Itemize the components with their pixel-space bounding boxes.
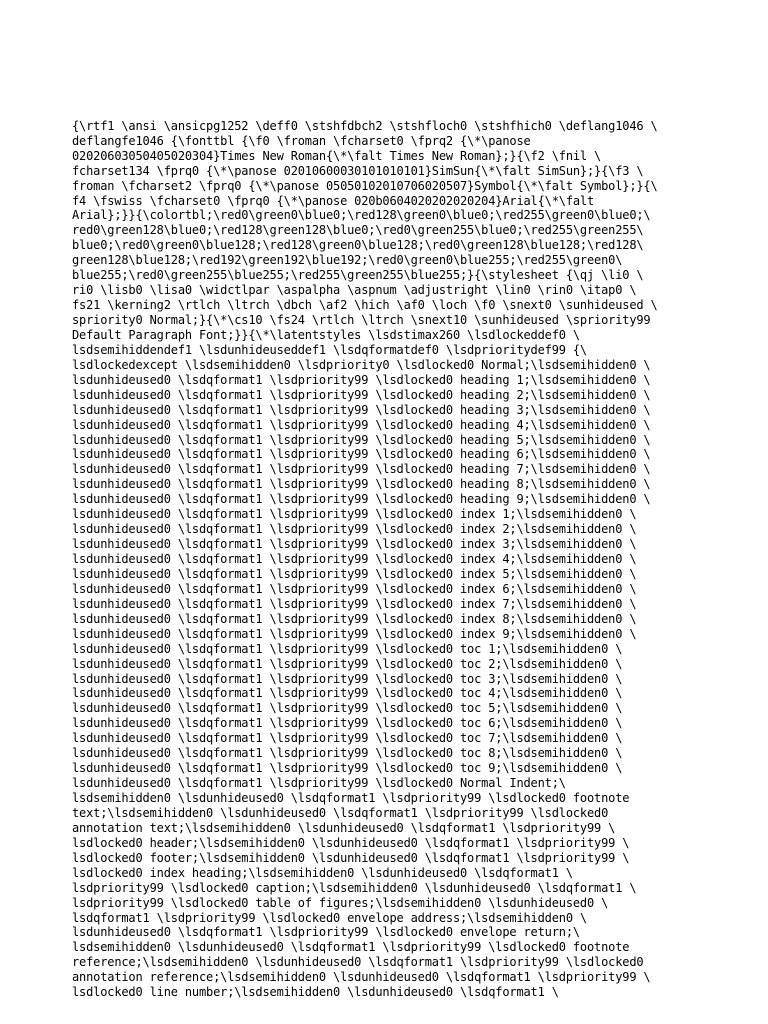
text-line: Default Paragraph Font;}}{\*\latentstyles \lsdstimax260 \lsdlockeddef0 \: [72, 327, 580, 342]
text-line: lsdsemihidden0 \lsdunhideused0 \lsdqformat1 \lsdpriority99 \lsdlocked0 footnote: [72, 791, 630, 806]
text-line: lsdpriority99 \lsdlocked0 caption;\lsdsemihidden0 \lsdunhideused0 \lsdqformat1 \: [72, 880, 637, 895]
text-line: lsdunhideused0 \lsdqformat1 \lsdpriority99 \lsdlocked0 index 4;\lsdsemihidden0 \: [72, 552, 637, 567]
text-line: annotation reference;\lsdsemihidden0 \lsdunhideused0 \lsdqformat1 \lsdpriority99 \: [72, 970, 651, 985]
text-line: text;\lsdsemihidden0 \lsdunhideused0 \lsdqformat1 \lsdpriority99 \lsdlocked0: [72, 805, 609, 820]
text-line: froman \fcharset2 \fprq0 {\*\panose 05050102010706020507}Symbol{\*\falt Symbol};}{\: [72, 178, 658, 193]
text-line: lsdunhideused0 \lsdqformat1 \lsdpriority99 \lsdlocked0 heading 6;\lsdsemihidden0 \: [72, 447, 651, 462]
text-line: lsdsemihidden0 \lsdunhideused0 \lsdqformat1 \lsdpriority99 \lsdlocked0 footnote: [72, 940, 630, 955]
text-line: lsdunhideused0 \lsdqformat1 \lsdpriority99 \lsdlocked0 heading 4;\lsdsemihidden0 \: [72, 417, 651, 432]
text-line: annotation text;\lsdsemihidden0 \lsdunhideused0 \lsdqformat1 \lsdpriority99 \: [72, 820, 616, 835]
text-line: lsdunhideused0 \lsdqformat1 \lsdpriority99 \lsdlocked0 index 8;\lsdsemihidden0 \: [72, 611, 637, 626]
text-line: red0\green128\blue0;\red128\green128\blue0;\red0\green255\blue0;\red255\green255\: [72, 223, 644, 238]
text-line: lsdlocked0 line number;\lsdsemihidden0 \lsdunhideused0 \lsdqformat1 \: [72, 985, 559, 1000]
text-line: lsdunhideused0 \lsdqformat1 \lsdpriority99 \lsdlocked0 heading 3;\lsdsemihidden0 \: [72, 402, 651, 417]
text-line: lsdlocked0 header;\lsdsemihidden0 \lsdunhideused0 \lsdqformat1 \lsdpriority99 \: [72, 835, 630, 850]
text-line: lsdunhideused0 \lsdqformat1 \lsdpriority99 \lsdlocked0 heading 1;\lsdsemihidden0 \: [72, 372, 651, 387]
text-line: reference;\lsdsemihidden0 \lsdunhideused0 \lsdqformat1 \lsdpriority99 \lsdlocked0: [72, 955, 644, 970]
text-line: lsdunhideused0 \lsdqformat1 \lsdpriority99 \lsdlocked0 index 5;\lsdsemihidden0 \: [72, 566, 637, 581]
text-line: lsdunhideused0 \lsdqformat1 \lsdpriority99 \lsdlocked0 toc 9;\lsdsemihidden0 \: [72, 761, 623, 776]
text-line: lsdpriority99 \lsdlocked0 table of figures;\lsdsemihidden0 \lsdunhideused0 \: [72, 895, 609, 910]
rtf-source-text: [72, 74, 712, 1000]
text-line: lsdunhideused0 \lsdqformat1 \lsdpriority99 \lsdlocked0 toc 2;\lsdsemihidden0 \: [72, 656, 623, 671]
text-line: lsdunhideused0 \lsdqformat1 \lsdpriority99 \lsdlocked0 index 2;\lsdsemihidden0 \: [72, 522, 637, 537]
text-line: Arial};}}{\colortbl;\red0\green0\blue0;\red128\green0\blue0;\red255\green0\blue0;\: [72, 208, 651, 223]
text-line: lsdqformat1 \lsdpriority99 \lsdlocked0 envelope address;\lsdsemihidden0 \: [72, 910, 587, 925]
text-line: lsdlockedexcept \lsdsemihidden0 \lsdpriority0 \lsdlocked0 Normal;\lsdsemihidden0 \: [72, 357, 651, 372]
text-line: lsdunhideused0 \lsdqformat1 \lsdpriority99 \lsdlocked0 heading 2;\lsdsemihidden0 \: [72, 387, 651, 402]
text-line: deflangfe1046 {\fonttbl {\f0 \froman \fcharset0 \fprq2 {\*\panose: [72, 133, 531, 148]
text-line: lsdunhideused0 \lsdqformat1 \lsdpriority99 \lsdlocked0 index 3;\lsdsemihidden0 \: [72, 537, 637, 552]
text-line: lsdunhideused0 \lsdqformat1 \lsdpriority99 \lsdlocked0 toc 8;\lsdsemihidden0 \: [72, 746, 623, 761]
text-line: lsdunhideused0 \lsdqformat1 \lsdpriority99 \lsdlocked0 index 7;\lsdsemihidden0 \: [72, 596, 637, 611]
text-line: 02020603050405020304}Times New Roman{\*\falt Times New Roman};}{\f2 \fnil \: [72, 148, 602, 163]
text-line: lsdlocked0 index heading;\lsdsemihidden0 \lsdunhideused0 \lsdqformat1 \: [72, 865, 573, 880]
text-line: blue255;\red0\green255\blue255;\red255\green255\blue255;}{\stylesheet {\qj \li0 \: [72, 268, 644, 283]
text-line: lsdunhideused0 \lsdqformat1 \lsdpriority99 \lsdlocked0 heading 5;\lsdsemihidden0 \: [72, 432, 651, 447]
text-line: {\rtf1 \ansi \ansicpg1252 \deff0 \stshfdbch2 \stshfloch0 \stshfhich0 \deflang1046 \: [72, 118, 658, 133]
text-line: fs21 \kerning2 \rtlch \ltrch \dbch \af2 \hich \af0 \loch \f0 \snext0 \sunhideused \: [72, 298, 658, 313]
text-line: fcharset134 \fprq0 {\*\panose 02010600030101010101}SimSun{\*\falt SimSun};}{\f3 \: [72, 163, 644, 178]
text-line: lsdunhideused0 \lsdqformat1 \lsdpriority99 \lsdlocked0 toc 7;\lsdsemihidden0 \: [72, 731, 623, 746]
text-line: lsdunhideused0 \lsdqformat1 \lsdpriority99 \lsdlocked0 index 9;\lsdsemihidden0 \: [72, 626, 637, 641]
text-line: ri0 \lisb0 \lisa0 \widctlpar \aspalpha \aspnum \adjustright \lin0 \rin0 \itap0 \: [72, 283, 637, 298]
text-line: lsdunhideused0 \lsdqformat1 \lsdpriority99 \lsdlocked0 index 1;\lsdsemihidden0 \: [72, 507, 637, 522]
text-line: spriority0 Normal;}{\*\cs10 \fs24 \rtlch \ltrch \snext10 \sunhideused \spriority99: [72, 313, 651, 328]
text-line: green128\blue128;\red192\green192\blue192;\red0\green0\blue255;\red255\green0\: [72, 253, 623, 268]
text-line: f4 \fswiss \fcharset0 \fprq0 {\*\panose 020b0604020202020204}Arial{\*\falt: [72, 193, 595, 208]
text-line: lsdunhideused0 \lsdqformat1 \lsdpriority99 \lsdlocked0 heading 9;\lsdsemihidden0 \: [72, 492, 651, 507]
text-line: lsdunhideused0 \lsdqformat1 \lsdpriority99 \lsdlocked0 Normal Indent;\: [72, 776, 566, 791]
text-line: lsdunhideused0 \lsdqformat1 \lsdpriority99 \lsdlocked0 toc 1;\lsdsemihidden0 \: [72, 641, 623, 656]
text-line: lsdunhideused0 \lsdqformat1 \lsdpriority99 \lsdlocked0 toc 3;\lsdsemihidden0 \: [72, 671, 623, 686]
text-line: blue0;\red0\green0\blue128;\red128\green0\blue128;\red0\green128\blue128;\red128\: [72, 238, 644, 253]
text-line: lsdunhideused0 \lsdqformat1 \lsdpriority99 \lsdlocked0 index 6;\lsdsemihidden0 \: [72, 581, 637, 596]
text-line: lsdunhideused0 \lsdqformat1 \lsdpriority99 \lsdlocked0 toc 6;\lsdsemihidden0 \: [72, 716, 623, 731]
text-line: lsdunhideused0 \lsdqformat1 \lsdpriority99 \lsdlocked0 heading 8;\lsdsemihidden0 \: [72, 477, 651, 492]
text-line: lsdunhideused0 \lsdqformat1 \lsdpriority99 \lsdlocked0 toc 5;\lsdsemihidden0 \: [72, 701, 623, 716]
text-line: lsdunhideused0 \lsdqformat1 \lsdpriority99 \lsdlocked0 envelope return;\: [72, 925, 580, 940]
text-line: lsdunhideused0 \lsdqformat1 \lsdpriority99 \lsdlocked0 heading 7;\lsdsemihidden0 \: [72, 462, 651, 477]
text-line: lsdsemihiddendef1 \lsdunhideuseddef1 \lsdqformatdef0 \lsdprioritydef99 {\: [72, 342, 587, 357]
text-line: lsdlocked0 footer;\lsdsemihidden0 \lsdunhideused0 \lsdqformat1 \lsdpriority99 \: [72, 850, 630, 865]
text-line: lsdunhideused0 \lsdqformat1 \lsdpriority99 \lsdlocked0 toc 4;\lsdsemihidden0 \: [72, 686, 623, 701]
